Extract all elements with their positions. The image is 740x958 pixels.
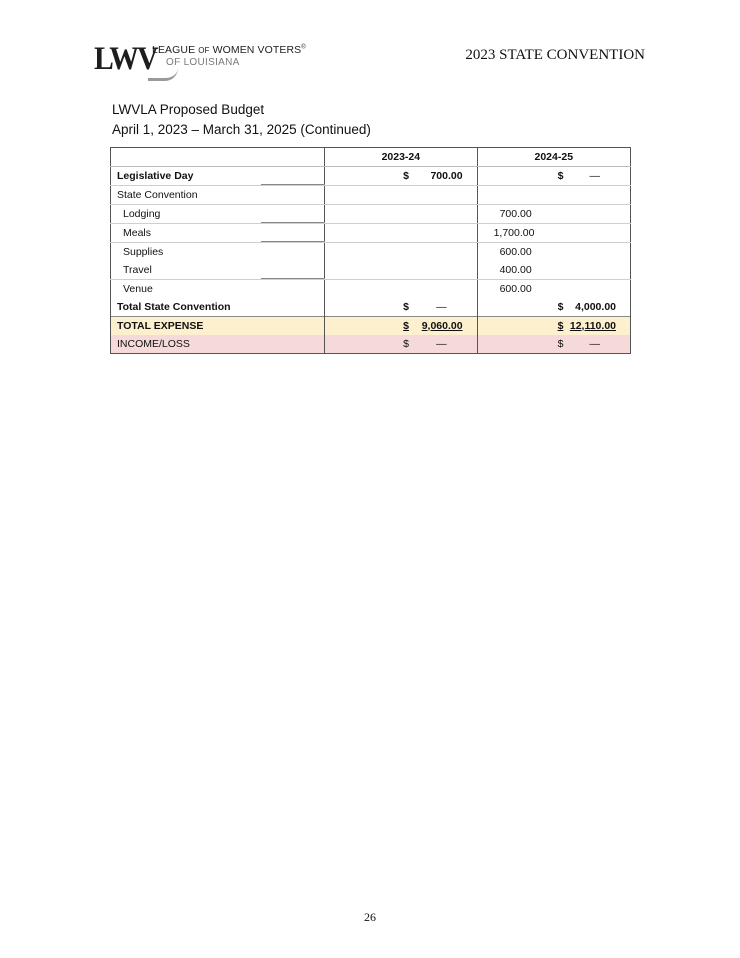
dollar-sign: $	[403, 338, 409, 350]
table-row	[111, 298, 631, 317]
dollar-sign: $	[403, 301, 409, 313]
table-row	[111, 205, 631, 224]
row-label: Lodging	[111, 205, 325, 224]
dollar-sign: $	[557, 320, 564, 332]
dollar-sign: $	[403, 320, 409, 332]
logo-mark: LWV	[94, 41, 157, 77]
dollar-sign: $	[557, 301, 564, 313]
amount: 1,700.00	[493, 227, 535, 239]
table-row	[111, 224, 631, 243]
amount: 4,000.00	[575, 301, 616, 313]
row-label: Supplies	[111, 243, 325, 262]
row-label: Meals	[111, 224, 325, 243]
table-row	[111, 167, 631, 186]
table-row	[111, 243, 631, 262]
row-label: TOTAL EXPENSE	[111, 317, 325, 336]
header-label-cell	[111, 148, 325, 167]
amount: 600.00	[499, 246, 532, 258]
col-header-2024: 2024-25	[477, 148, 630, 167]
amount: 400.00	[499, 264, 532, 276]
logo-org-state: OF LOUISIANA	[166, 57, 240, 68]
row-label: State Convention	[111, 186, 325, 205]
amount: —	[436, 301, 447, 313]
dollar-sign: $	[557, 170, 564, 182]
table-row	[111, 280, 631, 299]
row-label: Travel	[111, 261, 325, 280]
table-header-row	[111, 148, 631, 167]
dollar-sign: $	[403, 170, 409, 182]
amount: —	[589, 170, 600, 182]
amount: 700.00	[499, 208, 532, 220]
lwv-logo	[94, 40, 324, 84]
dollar-sign: $	[557, 338, 564, 350]
page-subtitle: April 1, 2023 – March 31, 2025 (Continued)	[112, 122, 371, 137]
row-label: Venue	[111, 280, 325, 299]
logo-swoosh-icon	[148, 68, 178, 81]
amount: 600.00	[499, 283, 532, 295]
budget-titles	[112, 100, 371, 140]
row-label: Total State Convention	[111, 298, 325, 317]
logo-org-name: LEAGUE OF WOMEN VOTERS®	[152, 44, 306, 56]
amount: 700.00	[430, 170, 463, 182]
amount: 12,110.00	[569, 320, 616, 332]
amount: 9,060.00	[421, 320, 463, 332]
col-header-2023: 2023-24	[325, 148, 477, 167]
page-title: LWVLA Proposed Budget	[112, 102, 265, 117]
event-header: 2023 STATE CONVENTION	[465, 47, 645, 63]
table-row	[111, 186, 631, 205]
table-row-income-loss	[111, 335, 631, 354]
row-label: INCOME/LOSS	[111, 335, 325, 354]
amount: —	[589, 338, 600, 350]
table-row-total-expense	[111, 317, 631, 336]
row-label: Legislative Day	[111, 167, 325, 186]
table-row	[111, 261, 631, 280]
amount: —	[436, 338, 447, 350]
budget-table	[110, 147, 631, 354]
page-number: 26	[364, 910, 376, 924]
